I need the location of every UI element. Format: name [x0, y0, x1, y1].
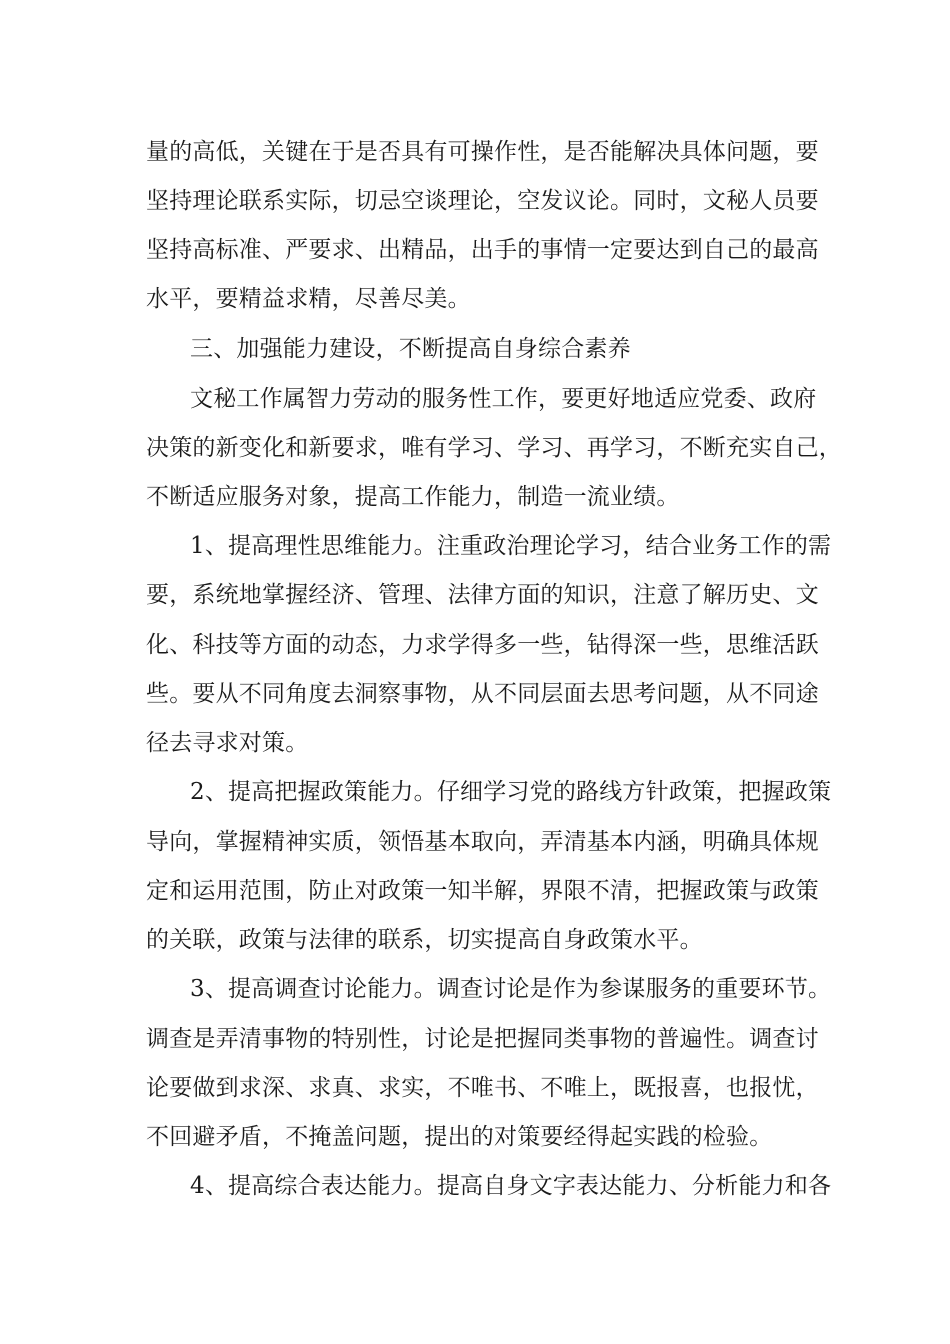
text-line: 坚持高标准、严要求、出精品，出手的事情一定要达到自己的最高 [146, 237, 819, 263]
text-line: 论要做到求深、求真、求实，不唯书、不唯上，既报喜，也报忧， [146, 1075, 819, 1101]
text-line: 决策的新变化和新要求，唯有学习、学习、再学习，不断充实自己， [146, 435, 842, 461]
text-line: 1、提高理性思维能力。注重政治理论学习，结合业务工作的需 [190, 533, 832, 559]
text-line: 化、科技等方面的动态，力求学得多一些，钻得深一些，思维活跃 [146, 632, 819, 658]
text-line: 量的高低，关键在于是否具有可操作性，是否能解决具体问题，要 [146, 139, 819, 165]
text-line: 2、提高把握政策能力。仔细学习党的路线方针政策，把握政策 [190, 779, 832, 805]
text-line: 调查是弄清事物的特别性，讨论是把握同类事物的普遍性。调查讨 [146, 1026, 819, 1052]
text-line: 定和运用范围，防止对政策一知半解，界限不清，把握政策与政策 [146, 878, 819, 904]
text-line: 径去寻求对策。 [146, 730, 309, 756]
text-line: 文秘工作属智力劳动的服务性工作，要更好地适应党委、政府 [190, 386, 817, 412]
text-line: 3、提高调查讨论能力。调查讨论是作为参谋服务的重要环节。 [190, 976, 832, 1002]
text-line: 坚持理论联系实际，切忌空谈理论，空发议论。同时，文秘人员要 [146, 188, 819, 214]
text-line: 不断适应服务对象，提高工作能力，制造一流业绩。 [146, 484, 680, 510]
text-line: 4、提高综合表达能力。提高自身文字表达能力、分析能力和各 [190, 1173, 832, 1199]
text-line: 不回避矛盾，不掩盖问题，提出的对策要经得起实践的检验。 [146, 1124, 773, 1150]
section-heading: 三、加强能力建设，不断提高自身综合素养 [190, 336, 631, 362]
text-line: 导向，掌握精神实质，领悟基本取向，弄清基本内涵，明确具体规 [146, 829, 819, 855]
text-line: 水平，要精益求精，尽善尽美。 [146, 286, 471, 312]
text-line: 的关联，政策与法律的联系，切实提高自身政策水平。 [146, 927, 703, 953]
text-line: 要，系统地掌握经济、管理、法律方面的知识，注意了解历史、文 [146, 582, 819, 608]
text-line: 些。要从不同角度去洞察事物，从不同层面去思考问题，从不同途 [146, 681, 819, 707]
